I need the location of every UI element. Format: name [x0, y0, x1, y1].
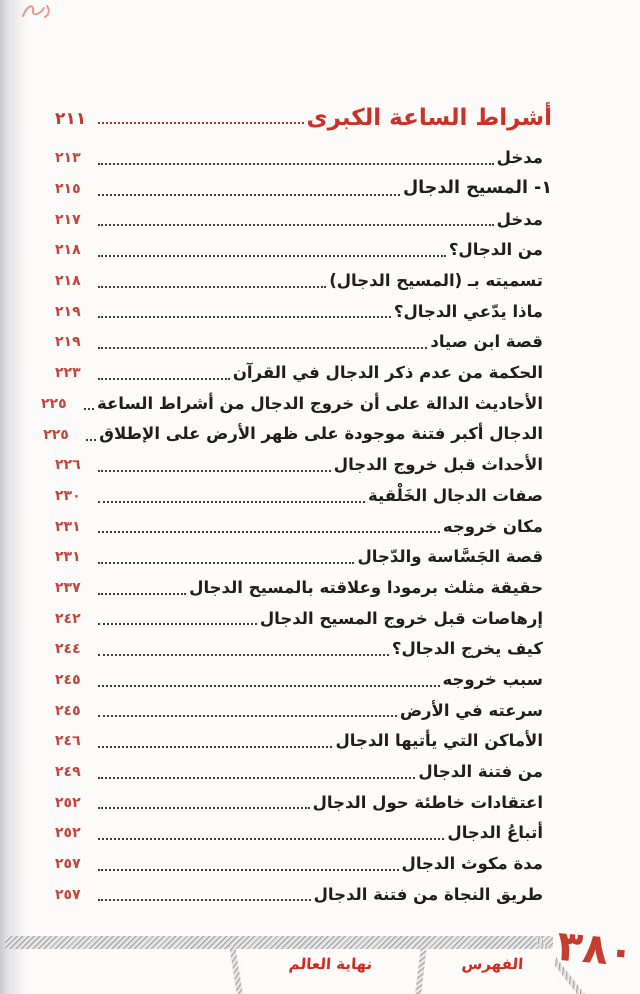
- toc-dot-leader: [98, 152, 494, 165]
- toc-dot-leader: [98, 643, 389, 656]
- toc-entry-label: الدجال أكبر فتنة موجودة على ظهر الأرض على الإطلاق: [99, 424, 543, 444]
- toc-page-number: ٢٢٦: [55, 457, 81, 474]
- toc-entry-label: مدخل: [496, 148, 543, 168]
- toc-entry: [55, 818, 552, 849]
- toc-entry: [55, 358, 552, 389]
- toc-entry: [55, 849, 552, 880]
- toc-entry: [55, 665, 552, 696]
- toc-page-number: ٢٤٩: [55, 764, 81, 781]
- toc-page-number: ٢١١: [55, 109, 87, 129]
- tab-index-label: الفهرس: [461, 955, 524, 973]
- toc-page-number: ٢١٧: [55, 211, 81, 228]
- toc-page-number: ٢٥٢: [55, 794, 81, 811]
- toc-page-number: ٢١٣: [55, 150, 81, 167]
- toc-entry: [55, 95, 552, 143]
- toc-dot-leader: [98, 275, 326, 288]
- toc-entry-label: أشراط الساعة الكبرى: [306, 105, 552, 132]
- toc-entry-label: كيف يخرج الدجال؟: [391, 639, 543, 659]
- toc-dot-leader: [98, 796, 310, 809]
- toc-entry-label: قصة الجَسَّاسة والدّجال: [357, 547, 543, 567]
- toc-entry-label: طريق النجاة من فتنة الدجال: [313, 884, 543, 904]
- toc-dot-leader: [86, 428, 96, 441]
- tab-edge-middle: [415, 944, 427, 994]
- toc-entry: [55, 143, 552, 174]
- toc-entry-label: اعتقادات خاطئة حول الدجال: [312, 792, 543, 812]
- toc-entry-label: الأماكن التي يأتيها الدجال: [335, 731, 543, 751]
- toc-entry: [55, 481, 552, 512]
- toc-dot-leader: [98, 581, 186, 594]
- tab-end-of-world-label: نهاية العالم: [288, 955, 373, 973]
- toc-dot-leader: [98, 114, 304, 125]
- toc-page-number: ٢٣٠: [55, 487, 81, 504]
- toc-entry: [55, 634, 552, 665]
- toc-page-number: ٢٤٦: [55, 733, 81, 750]
- toc-dot-leader: [98, 367, 230, 380]
- toc-entry: [55, 542, 552, 573]
- toc-page-number: ٢١٩: [55, 334, 81, 351]
- toc-page-number: ٢١٩: [55, 303, 81, 320]
- toc-page-number: ٢٤٥: [55, 702, 81, 719]
- toc-entry: [55, 787, 552, 818]
- toc-entry-label: ماذا يدّعي الدجال؟: [393, 301, 543, 321]
- toc-entry-label: حقيقة مثلث برمودا وعلاقته بالمسيح الدجال: [189, 577, 543, 597]
- toc-entry-label: مكان خروجه: [442, 516, 543, 536]
- toc-page-number: ٢٤٥: [55, 672, 81, 689]
- toc-dot-leader: [98, 888, 311, 901]
- toc-list: [41, 95, 552, 910]
- toc-entry-label: صفات الدجال الخَلْقية: [368, 485, 543, 505]
- toc-page-number: ٢١٨: [55, 242, 81, 259]
- toc-entry: [55, 573, 552, 604]
- tab-edge-left: [229, 944, 243, 994]
- toc-page-number: ٢٥٧: [55, 856, 81, 873]
- toc-entry-label: أتباعُ الدجال: [447, 823, 543, 843]
- toc-entry-label: مدة مكوث الدجال: [401, 854, 543, 874]
- toc-page-number: ٢٢٣: [55, 365, 81, 382]
- toc-page-number: ٢٤٢: [55, 610, 81, 627]
- toc-entry-label: من الدجال؟: [448, 240, 543, 260]
- toc-entry-label: الأحداث قبل خروج الدجال: [333, 455, 543, 475]
- toc-entry-label: من فتنة الدجال: [418, 762, 543, 782]
- toc-page-number: ٢٣١: [55, 549, 81, 566]
- toc-dot-leader: [98, 735, 332, 748]
- toc-dot-leader: [84, 397, 94, 410]
- toc-dot-leader: [98, 673, 440, 686]
- toc-entry: [55, 235, 552, 266]
- toc-entry-label: قصة ابن صياد: [430, 332, 543, 352]
- toc-dot-leader: [98, 766, 415, 779]
- toc-entry: [43, 419, 552, 450]
- toc-page-number: ٢٣٧: [55, 579, 81, 596]
- tab-index: [428, 949, 555, 994]
- toc-page-number: ٢٤٤: [55, 641, 81, 658]
- page-number: ٣٨٠: [555, 920, 637, 977]
- toc-entry: [55, 726, 552, 757]
- toc-page-number: ٢١٨: [55, 273, 81, 290]
- toc-page-number: ٢٣١: [55, 518, 81, 535]
- toc-entry: [55, 603, 552, 634]
- toc-entry: [55, 266, 552, 297]
- book-gutter-shadow: [0, 0, 30, 994]
- toc-entry: [55, 695, 552, 726]
- toc-page-number: ٢٢٥: [43, 426, 69, 443]
- toc-dot-leader: [98, 520, 440, 533]
- toc-dot-leader: [98, 244, 446, 257]
- toc-dot-leader: [98, 551, 354, 564]
- toc-entry-label: الأحاديث الدالة على أن خروج الدجال من أشراط الساعة: [97, 393, 543, 413]
- book-edge-strip: [5, 936, 553, 949]
- toc-dot-leader: [98, 182, 400, 195]
- toc-page-number: ٢٥٧: [55, 886, 81, 903]
- toc-entry-label: سرعته في الأرض: [399, 700, 543, 720]
- toc-dot-leader: [98, 305, 391, 318]
- toc-entry-label: تسميته بـ (المسيح الدجال): [329, 271, 543, 291]
- toc-entry-label: سبب خروجه: [442, 669, 543, 689]
- toc-entry-label: مدخل: [496, 209, 543, 229]
- toc-entry: [55, 880, 552, 911]
- toc-page-number: ٢٢٥: [41, 395, 67, 412]
- toc-dot-leader: [98, 612, 257, 625]
- toc-dot-leader: [98, 213, 494, 226]
- toc-entry: [55, 450, 552, 481]
- toc-entry: [55, 204, 552, 235]
- toc-entry: [41, 389, 552, 420]
- toc-dot-leader: [98, 459, 331, 472]
- tab-end-of-world: [244, 949, 415, 994]
- toc-page-number: ٢١٥: [55, 181, 81, 198]
- toc-dot-leader: [98, 704, 397, 717]
- toc-entry-label: ١- المسيح الدجال: [402, 178, 552, 199]
- pen-mark: [20, 2, 54, 22]
- toc-entry: [55, 511, 552, 542]
- toc-page-number: ٢٥٢: [55, 825, 81, 842]
- toc-entry: [55, 757, 552, 788]
- toc-entry: [55, 296, 552, 327]
- toc-entry-label: الحكمة من عدم ذكر الدجال في القرآن: [232, 363, 543, 383]
- toc-dot-leader: [98, 336, 427, 349]
- toc-entry-label: إرهاصات قبل خروج المسيح الدجال: [259, 608, 543, 628]
- toc-dot-leader: [98, 858, 399, 871]
- toc-dot-leader: [98, 827, 444, 840]
- toc-entry: [55, 174, 552, 205]
- toc-dot-leader: [98, 489, 365, 502]
- toc-entry: [55, 327, 552, 358]
